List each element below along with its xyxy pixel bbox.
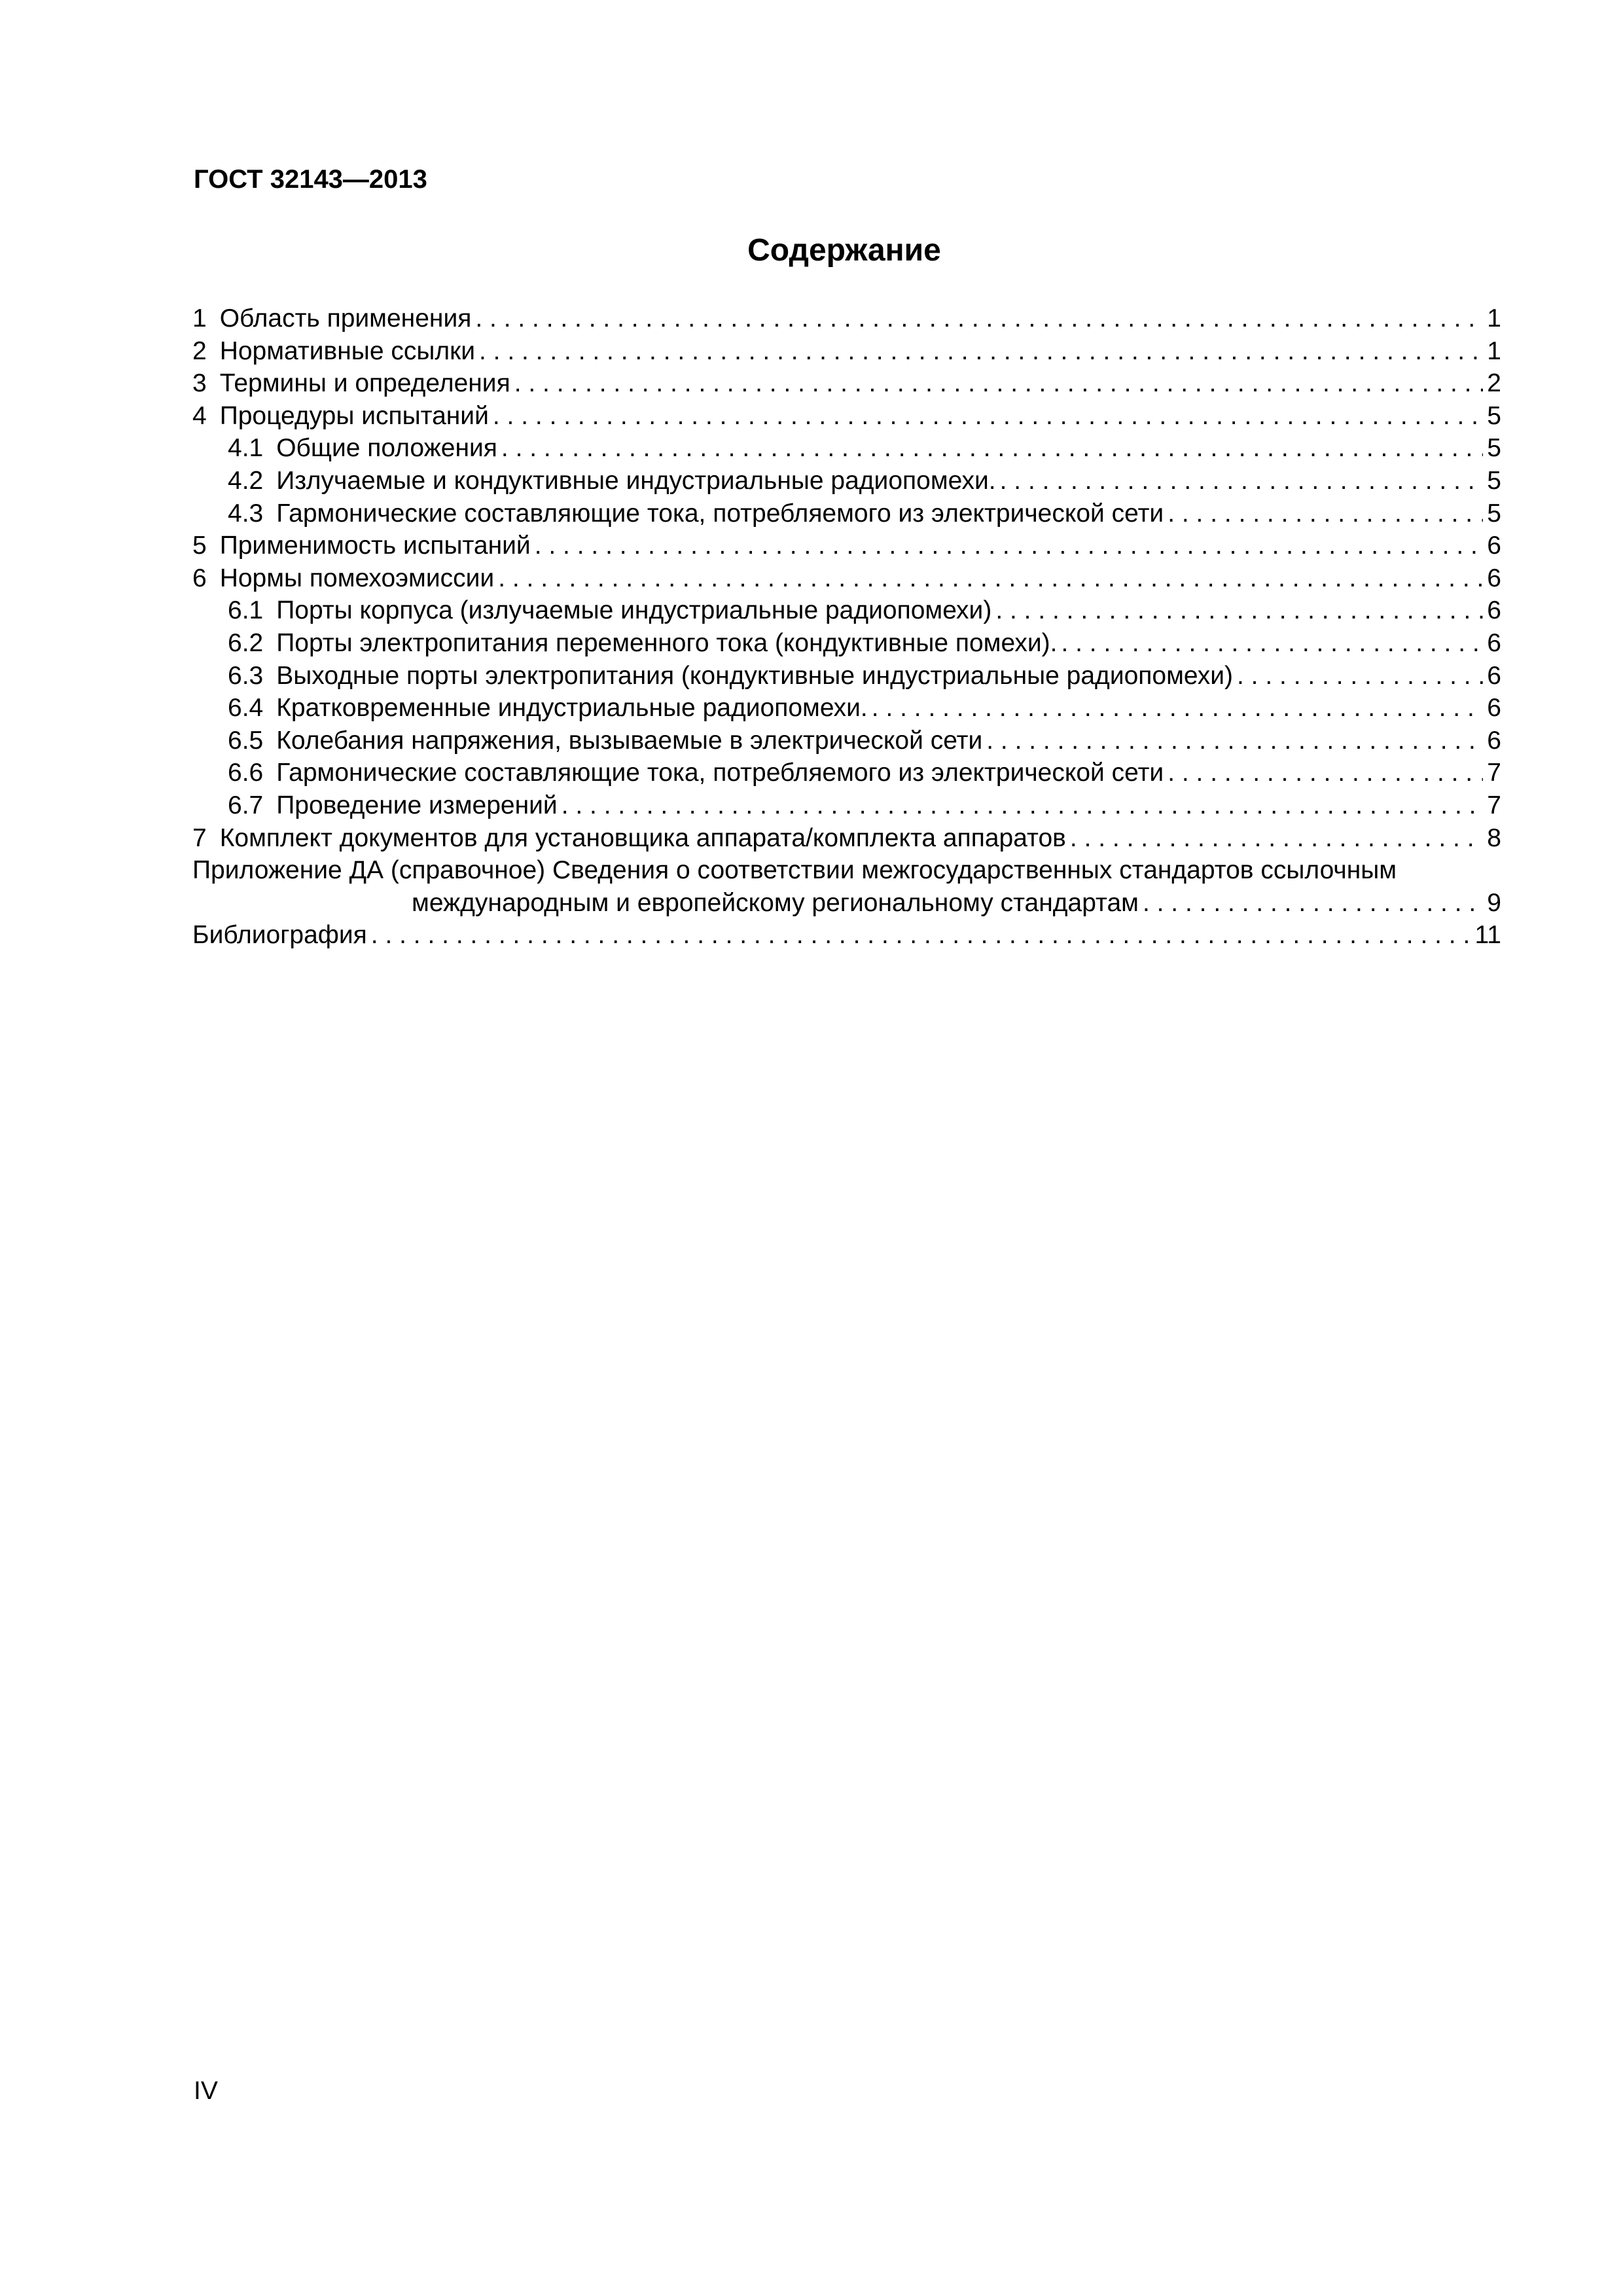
toc-entry-6-1[interactable]: [192, 594, 1501, 627]
toc-entry-number: 6.4: [228, 694, 264, 723]
toc-leader-dots: [562, 789, 1484, 822]
toc-entry-label: Излучаемые и кондуктивные индустриальные радиопомехи.: [276, 466, 996, 495]
toc-entry-page: 8: [1487, 823, 1501, 852]
toc-leader-dots: [1061, 627, 1483, 660]
toc-entry-label: Кратковременные индустриальные радиопомехи.: [276, 694, 868, 723]
toc-entry-4-2[interactable]: [192, 465, 1501, 497]
toc-entry-page: 7: [1487, 759, 1501, 787]
toc-entry-label: Нормы помехоэмиссии: [219, 564, 495, 592]
toc-entry-label: Колебания напряжения, вызываемые в электрической сети: [276, 726, 983, 755]
toc-entry-label: Проведение измерений: [276, 791, 558, 819]
toc-entry-label: Комплект документов для установщика аппарата/комплекта аппаратов: [219, 823, 1066, 852]
toc-appendix-label: Приложение ДА (справочное) Сведения о соответствии межгосударственных стандартов ссылочным: [192, 856, 1397, 885]
toc-entry-label: Порты корпуса (излучаемые индустриальные радиопомехи): [276, 596, 992, 625]
toc-entry-number: 3: [192, 369, 207, 398]
toc-entry-label: Термины и определения: [219, 369, 510, 398]
toc-entry-5[interactable]: [192, 529, 1501, 562]
toc-appendix-label-cont: международным и европейскому региональному стандартам: [412, 888, 1139, 917]
toc-leader-dots: [371, 919, 1471, 952]
toc-entry-3[interactable]: [192, 367, 1501, 400]
toc-leader-dots: [479, 335, 1483, 368]
toc-entry-6-2[interactable]: [192, 627, 1501, 660]
toc-title: Содержание: [747, 233, 941, 268]
toc-entry-label: Гармонические составляющие тока, потребляемого из электрической сети: [276, 499, 1164, 528]
toc-leader-dots: [1168, 497, 1483, 530]
toc-entry-number: 4: [192, 401, 207, 430]
toc-appendix-line2[interactable]: [192, 887, 1501, 920]
toc-entry-page: 2: [1487, 369, 1501, 398]
toc-leader-dots: [535, 529, 1484, 562]
toc-entry-page: 6: [1487, 596, 1501, 625]
toc-entry-label: Процедуры испытаний: [219, 401, 489, 430]
toc-entry-page: 1: [1487, 304, 1501, 332]
toc-entry-page: 1: [1487, 336, 1501, 365]
toc-entry-page: 6: [1487, 564, 1501, 592]
toc-entry-page: 6: [1487, 661, 1501, 690]
toc-leader-dots: [1143, 887, 1483, 920]
toc-entry-7[interactable]: [192, 822, 1501, 855]
toc-entry-number: 4.3: [228, 499, 264, 528]
toc-entry-label: Выходные порты электропитания (кондуктивные индустриальные радиопомехи): [276, 661, 1234, 690]
toc-leader-dots: [995, 594, 1483, 627]
toc-entry-6-7[interactable]: [192, 789, 1501, 822]
toc-entry-page: 6: [1487, 628, 1501, 657]
toc-entry-6-6[interactable]: [192, 757, 1501, 789]
table-of-contents: [192, 302, 1501, 952]
toc-leader-dots: [1070, 822, 1483, 855]
toc-entry-number: 1: [192, 304, 207, 332]
toc-entry-number: 6.1: [228, 596, 264, 625]
toc-entry-number: 5: [192, 531, 207, 560]
toc-entry-2[interactable]: [192, 335, 1501, 368]
toc-entry-page: 5: [1487, 401, 1501, 430]
toc-entry-page: 5: [1487, 466, 1501, 495]
toc-entry-page: 6: [1487, 694, 1501, 723]
toc-entry-label: Общие положения: [276, 434, 497, 463]
toc-leader-dots: [1168, 757, 1483, 789]
toc-entry-page: 11: [1474, 921, 1501, 950]
toc-entry-number: 7: [192, 823, 207, 852]
toc-entry-page: 5: [1487, 434, 1501, 463]
toc-entry-number: 6.6: [228, 759, 264, 787]
toc-entry-number: 4.1: [228, 434, 264, 463]
toc-entry-4-3[interactable]: [192, 497, 1501, 530]
toc-entry-label: Нормативные ссылки: [219, 336, 475, 365]
toc-appendix-line1[interactable]: [192, 854, 1501, 887]
toc-bibliography[interactable]: [192, 919, 1501, 952]
toc-entry-6[interactable]: [192, 562, 1501, 595]
toc-entry-6-5[interactable]: [192, 725, 1501, 757]
document-code: ГОСТ 32143—2013: [194, 165, 427, 194]
toc-entry-number: 6.5: [228, 726, 264, 755]
toc-leader-dots: [493, 400, 1483, 433]
toc-leader-dots: [1000, 465, 1484, 497]
toc-entry-number: 2: [192, 336, 207, 365]
toc-leader-dots: [1237, 660, 1483, 692]
toc-entry-page: 9: [1487, 888, 1501, 917]
toc-bibliography-label: Библиография: [192, 921, 367, 950]
toc-entry-number: 6.7: [228, 791, 264, 819]
toc-entry-page: 6: [1487, 726, 1501, 755]
toc-entry-4-1[interactable]: [192, 432, 1501, 465]
toc-entry-6-3[interactable]: [192, 660, 1501, 692]
toc-leader-dots: [986, 725, 1483, 757]
toc-leader-dots: [498, 562, 1483, 595]
toc-entry-6-4[interactable]: [192, 692, 1501, 725]
toc-entry-number: 4.2: [228, 466, 264, 495]
toc-entry-1[interactable]: [192, 302, 1501, 335]
toc-entry-4[interactable]: [192, 400, 1501, 433]
toc-entry-label: Гармонические составляющие тока, потребляемого из электрической сети: [276, 759, 1164, 787]
toc-leader-dots: [501, 432, 1483, 465]
toc-leader-dots: [514, 367, 1484, 400]
toc-entry-number: 6.3: [228, 661, 264, 690]
toc-entry-page: 6: [1487, 531, 1501, 560]
toc-entry-label: Область применения: [219, 304, 472, 332]
toc-leader-dots: [475, 302, 1483, 335]
toc-entry-number: 6: [192, 564, 207, 592]
toc-leader-dots: [872, 692, 1484, 725]
toc-entry-number: 6.2: [228, 628, 264, 657]
toc-entry-page: 7: [1487, 791, 1501, 819]
toc-entry-label: Порты электропитания переменного тока (кондуктивные помехи).: [276, 628, 1058, 657]
page-number: IV: [194, 2077, 218, 2105]
toc-entry-page: 5: [1487, 499, 1501, 528]
toc-entry-label: Применимость испытаний: [219, 531, 531, 560]
